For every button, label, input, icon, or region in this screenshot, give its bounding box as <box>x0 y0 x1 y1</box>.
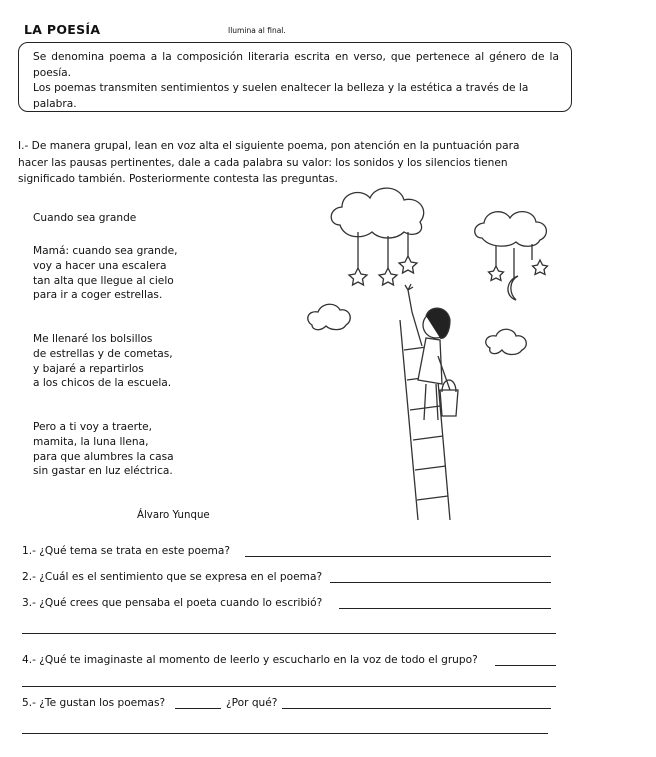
star-icon <box>489 266 504 281</box>
poem-verse: sin gastar en luz eléctrica. <box>33 465 173 478</box>
poem-verse: y bajaré a repartirlos <box>33 362 144 375</box>
cloud-icon <box>331 188 423 238</box>
poem-verse: para que alumbres la casa <box>33 450 174 463</box>
instructions-line-2: hacer las pausas pertinentes, dale a cada palabra su valor: los sonidos y los silencios tienen <box>18 156 508 169</box>
page-title: LA POESÍA <box>24 22 101 37</box>
question-4: 4.- ¿Qué te imaginaste al momento de leerlo y escucharlo en la voz de todo el grupo? <box>22 654 478 666</box>
question-1: 1.- ¿Qué tema se trata en este poema? <box>22 545 230 557</box>
poem-verse: Mamá: cuando sea grande, <box>33 245 178 257</box>
instructions-line-3: significado también. Posteriormente contesta las preguntas. <box>18 173 338 185</box>
answer-line-3[interactable] <box>339 608 551 609</box>
definition-line-3: palabra. <box>33 97 77 110</box>
answer-line-5c[interactable] <box>22 733 548 734</box>
poem-verse: para ir a coger estrellas. <box>33 289 163 302</box>
poem-author: Álvaro Yunque <box>137 510 210 521</box>
page-subtitle: Ilumina al final. <box>228 26 286 35</box>
question-3: 3.- ¿Qué crees que pensaba el poeta cuando lo escribió? <box>22 597 323 609</box>
poem-verse: Pero a ti voy a traerte, <box>33 421 152 433</box>
star-icon <box>533 260 548 275</box>
poem-verse: a los chicos de la escuela. <box>33 377 172 390</box>
question-5-why: ¿Por qué? <box>226 697 278 709</box>
star-icon <box>399 256 417 273</box>
cloud-icon <box>308 304 351 329</box>
poem-stanza-2 <box>33 332 173 391</box>
poem-verse: Me llenaré los bolsillos <box>33 333 153 345</box>
instructions-line-1: I.- De manera grupal, lean en voz alta el siguiente poema, pon atención en la puntuación para <box>18 140 520 152</box>
poem-stanza-3 <box>33 420 174 479</box>
poem-verse: voy a hacer una escalera <box>33 259 167 272</box>
definition-line-2: Los poemas transmiten sentimientos y suelen enaltecer la belleza y la estética a través de la <box>33 82 529 94</box>
answer-line-3b[interactable] <box>22 633 556 634</box>
poem-stanza-1 <box>33 244 178 303</box>
child-on-ladder-reaching-stars-icon <box>300 180 570 540</box>
answer-line-4b[interactable] <box>22 686 556 687</box>
question-5: 5.- ¿Te gustan los poemas? <box>22 697 166 709</box>
answer-line-1[interactable] <box>245 556 551 557</box>
poem-verse: tan alta que llegue al cielo <box>33 274 174 287</box>
poem-title: Cuando sea grande <box>33 212 137 224</box>
definition-box <box>18 42 572 112</box>
star-icon <box>349 268 367 285</box>
answer-line-2[interactable] <box>330 582 551 583</box>
answer-line-5a[interactable] <box>175 708 221 709</box>
question-2: 2.- ¿Cuál es el sentimiento que se expresa en el poema? <box>22 571 323 583</box>
cloud-icon <box>486 329 527 354</box>
basket-icon <box>440 390 458 416</box>
answer-line-5b[interactable] <box>282 708 551 709</box>
star-icon <box>379 268 397 285</box>
poem-verse: mamita, la luna llena, <box>33 435 149 448</box>
poem-verse: de estrellas y de cometas, <box>33 347 173 360</box>
cloud-icon <box>475 212 547 247</box>
answer-line-4[interactable] <box>495 665 556 666</box>
definition-line-1: Se denomina poema a la composición literaria escrita en verso, que pertenece al género de la poesía. <box>33 51 559 79</box>
moon-icon <box>508 276 518 300</box>
